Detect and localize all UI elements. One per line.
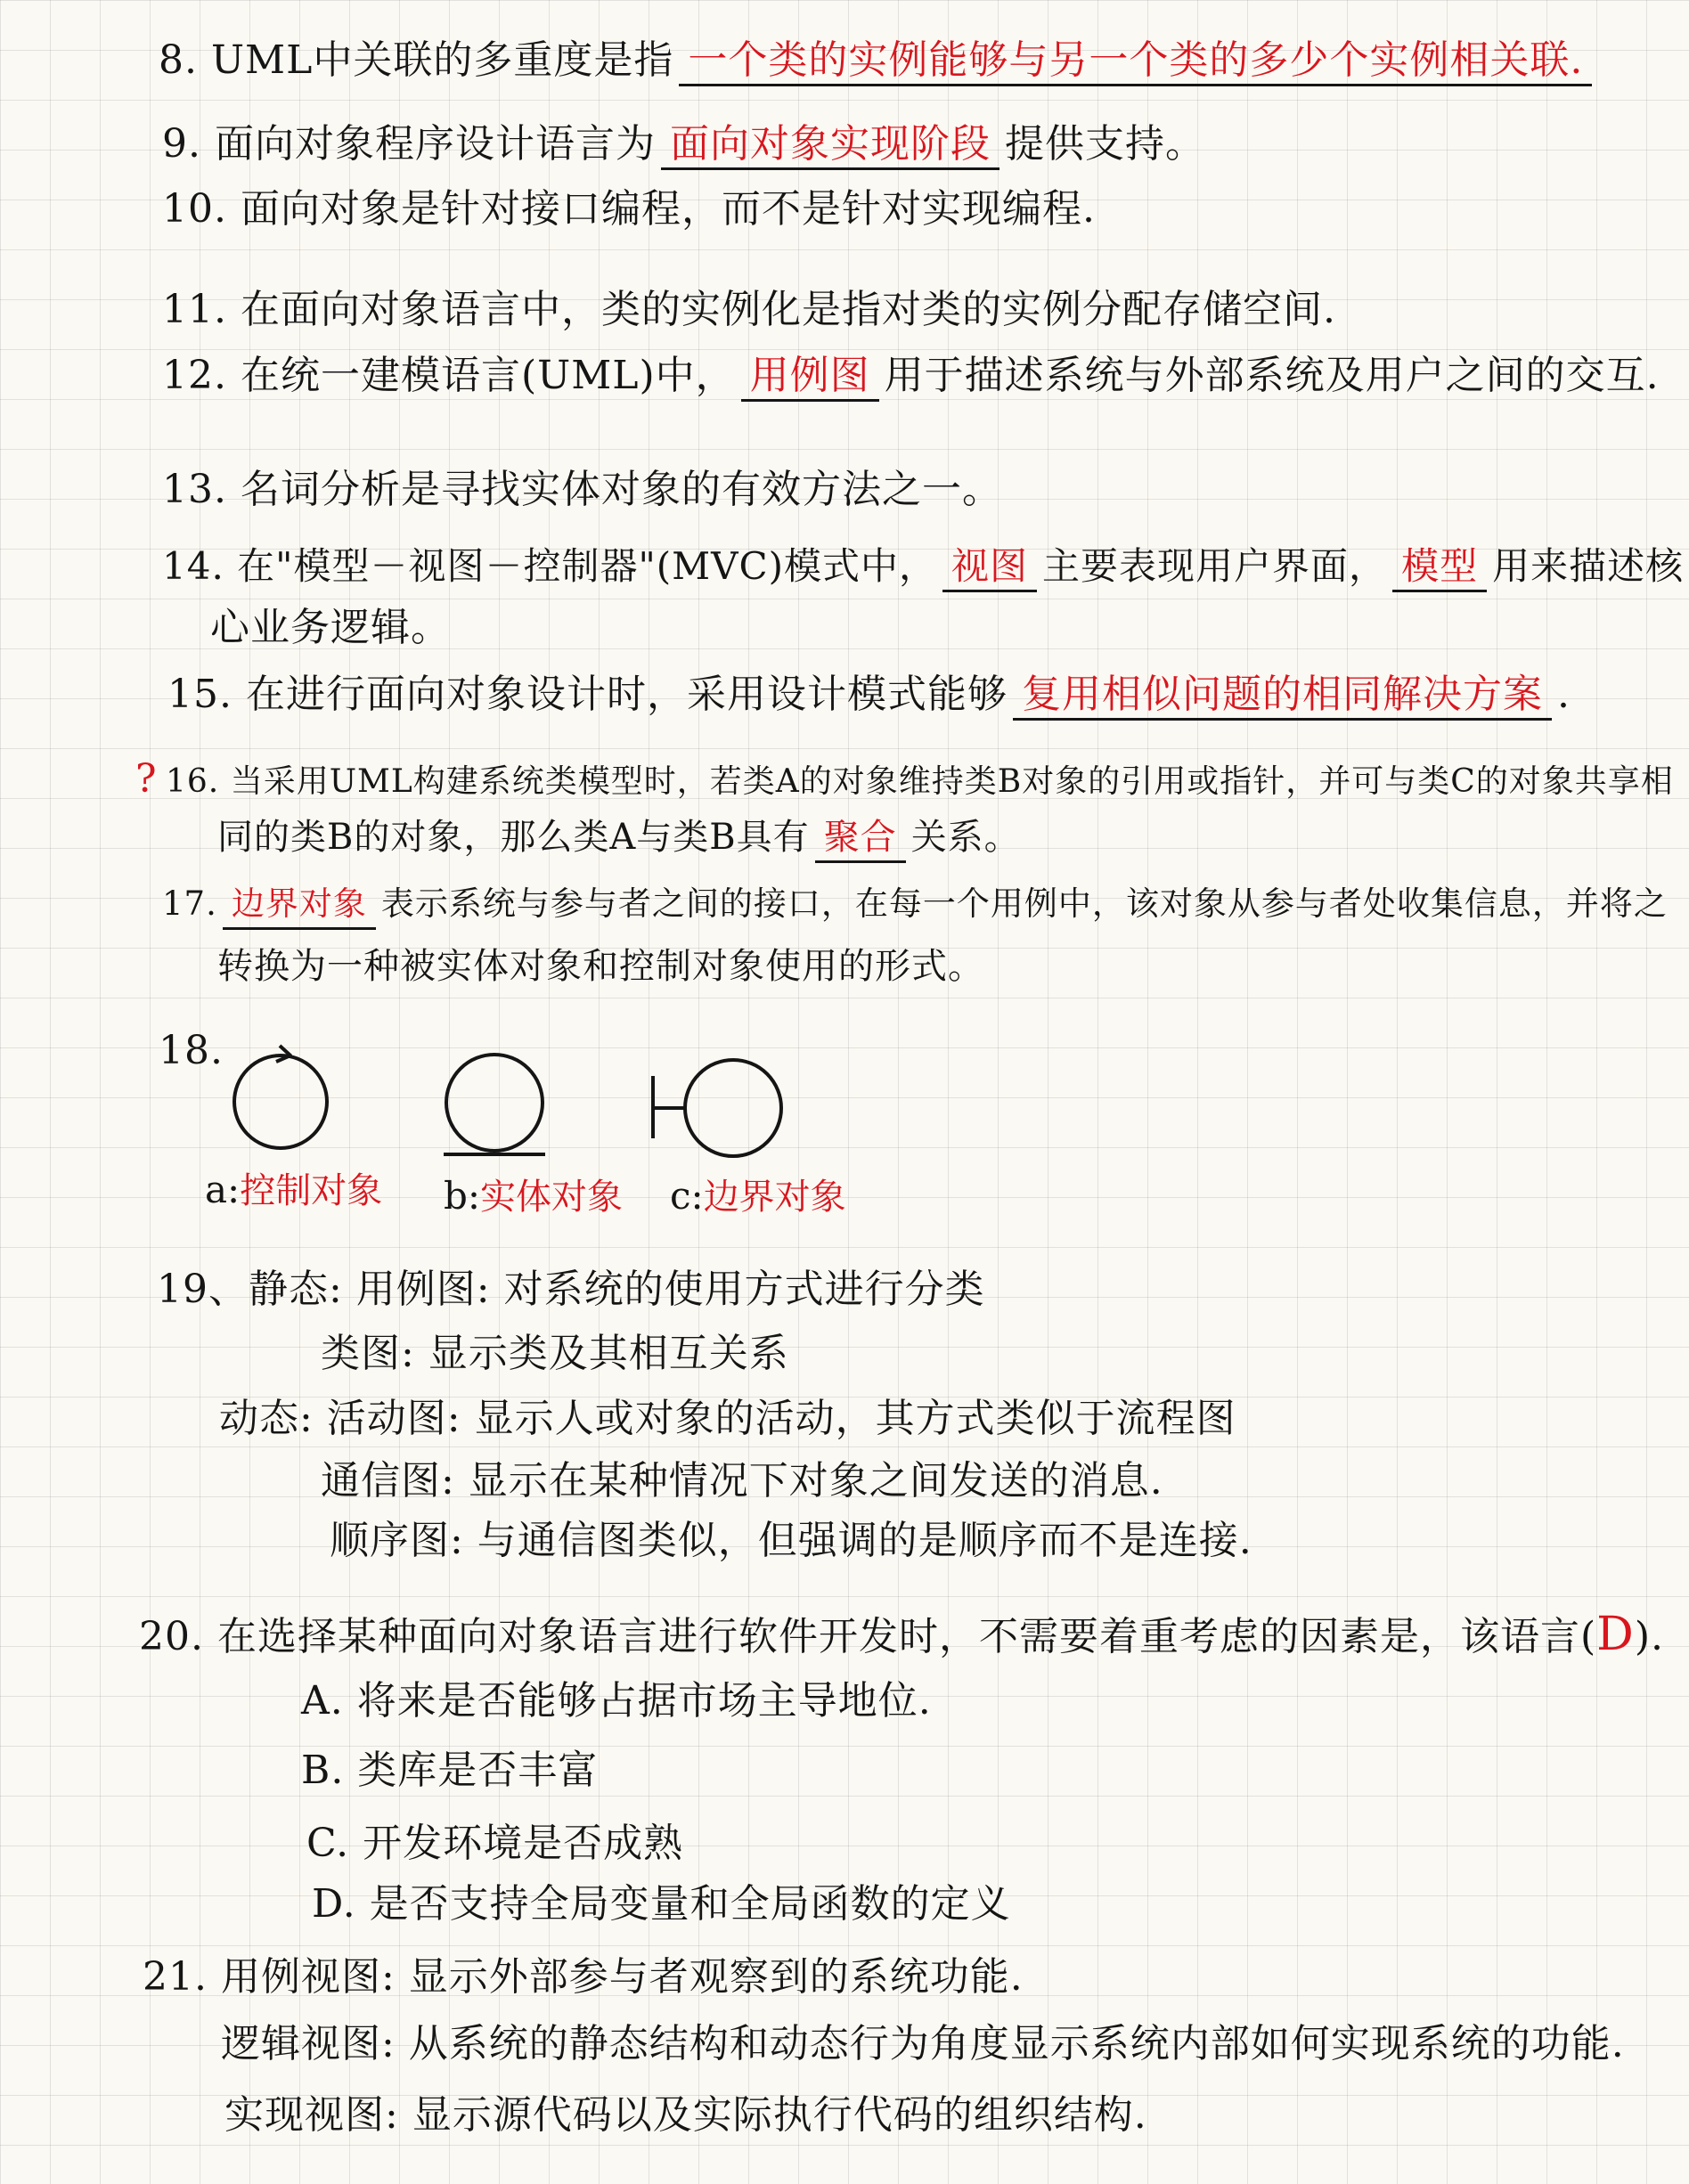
caption-c-label: c: [670, 1174, 704, 1218]
item-12-answer: 用例图 [741, 353, 879, 402]
item-17 [162, 877, 1668, 931]
item-20-question: 20. 在选择某种面向对象语言进行软件开发时，不需要着重考虑的因素是，该语言( [139, 1614, 1597, 1659]
item-9-suffix: 提供支持。 [1004, 121, 1205, 167]
item-19-line-3: 动态: 活动图: 显示人或对象的活动，其方式类似于流程图 [219, 1396, 1236, 1441]
item-15-question: 15. 在进行面向对象设计时，采用设计模式能够 [167, 672, 1008, 717]
item-15 [167, 668, 1571, 721]
item-16 [166, 755, 1674, 809]
item-19-line-1: 19、静态: 用例图: 对系统的使用方式进行分类 [157, 1267, 985, 1312]
item-14-answer-2: 模型 [1392, 543, 1487, 592]
item-15-suffix: . [1556, 672, 1571, 717]
caption-c-answer: 边界对象 [703, 1177, 846, 1218]
caption-a [205, 1162, 382, 1213]
item-17-answer: 边界对象 [223, 881, 376, 930]
control-object-icon [223, 1051, 339, 1167]
item-14 [162, 540, 1684, 593]
item-10-text: 10. 面向对象是针对接口编程，而不是针对实现编程. [162, 186, 1096, 232]
item-19-line-4: 通信图: 显示在某种情况下对象之间发送的消息. [321, 1458, 1163, 1504]
item-17-line-2: 转换为一种被实体对象和控制对象使用的形式。 [217, 946, 984, 987]
item-8-answer: 一个类的实例能够与另一个类的多少个实例相关联. [679, 37, 1592, 86]
item-17-line-1: 表示系统与参与者之间的接口，在每一个用例中，该对象从参与者处收集信息，并将之 [380, 884, 1668, 923]
item-8 [159, 34, 1597, 87]
item-8-question: 8. UML中关联的多重度是指 [159, 37, 674, 83]
option-a: A. 将来是否能够占据市场主导地位. [301, 1678, 932, 1724]
option-c: C. 开发环境是否成熟 [306, 1821, 684, 1866]
caption-b [444, 1169, 623, 1219]
item-20-answer: D [1596, 1608, 1635, 1661]
item-12-suffix: 用于描述系统与外部系统及用户之间的交互. [884, 353, 1660, 398]
caption-a-label: a: [205, 1168, 241, 1211]
item-17-number: 17. [162, 884, 217, 923]
item-14-continuation [210, 601, 451, 655]
item-17-continuation [217, 940, 984, 993]
item-9-answer: 面向对象实现阶段 [661, 121, 1000, 170]
option-d: D. 是否支持全局变量和全局函数的定义 [312, 1881, 1011, 1927]
item-19-line-5: 顺序图: 与通信图类似，但强调的是顺序而不是连接. [330, 1518, 1252, 1563]
entity-object-icon [437, 1051, 552, 1167]
item-10 [162, 183, 1096, 236]
caption-c [670, 1169, 846, 1219]
boundary-object-icon [646, 1051, 788, 1167]
item-15-answer: 复用相似问题的相同解决方案 [1013, 672, 1552, 721]
item-12 [162, 349, 1660, 403]
caption-b-answer: 实体对象 [480, 1177, 624, 1218]
item-21-line-3: 实现视图: 显示源代码以及实际执行代码的组织结构. [224, 2092, 1147, 2138]
item-16-answer: 聚合 [815, 814, 906, 863]
option-b: B. 类库是否丰富 [301, 1748, 599, 1793]
item-12-question: 12. 在统一建模语言(UML)中， [162, 353, 736, 398]
caption-b-label: b: [444, 1174, 481, 1218]
item-16-suffix: 关系。 [910, 817, 1021, 858]
item-9 [162, 118, 1205, 171]
item-11 [162, 283, 1336, 337]
item-20-suffix: ). [1634, 1614, 1664, 1659]
item-21-line-2: 逻辑视图: 从系统的静态结构和动态行为角度显示系统内部如何实现系统的功能. [221, 2021, 1625, 2066]
item-9-question: 9. 面向对象程序设计语言为 [162, 121, 656, 167]
item-16-line-1: 16. 当采用UML构建系统类模型时，若类A的对象维持类B对象的引用或指针，并可与类C的对象共享相 [166, 763, 1674, 800]
item-14-question: 14. 在"模型－视图－控制器"(MVC)模式中， [162, 544, 938, 588]
item-14-line-2: 心业务逻辑。 [210, 605, 451, 650]
item-13 [162, 463, 1002, 517]
item-18-number: 18. [159, 1028, 224, 1073]
item-16-continuation [217, 811, 1021, 864]
item-21-line-1: 21. 用例视图: 显示外部参与者观察到的系统功能. [143, 1954, 1024, 2000]
caption-a-answer: 控制对象 [240, 1170, 383, 1211]
item-14-answer-1: 视图 [942, 543, 1037, 592]
item-11-text: 11. 在面向对象语言中，类的实例化是指对类的实例分配存储空间. [162, 287, 1336, 332]
item-14-suffix: 用来描述核 [1492, 544, 1685, 588]
item-20 [139, 1608, 1664, 1664]
item-19-line-2: 类图: 显示类及其相互关系 [321, 1331, 789, 1376]
item-16-question: 同的类B的对象，那么类A与类B具有 [217, 817, 810, 858]
question-mark: ? [135, 756, 157, 802]
item-14-middle: 主要表现用户界面， [1042, 544, 1388, 588]
item-13-text: 13. 名词分析是寻找实体对象的有效方法之一。 [162, 467, 1002, 512]
